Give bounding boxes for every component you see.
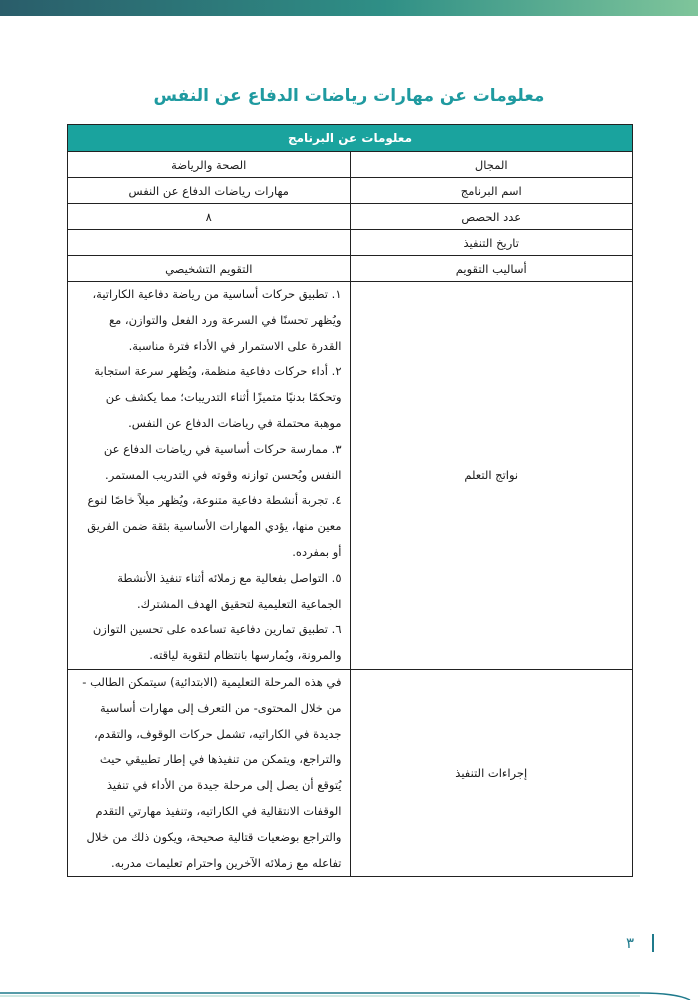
assessment-label: أساليب التقويم xyxy=(350,256,633,282)
assessment-value: التقويم التشخيصي xyxy=(68,256,351,282)
sessions-value: ٨ xyxy=(68,204,351,230)
program-name-label: اسم البرنامج xyxy=(350,178,633,204)
page-number-separator xyxy=(652,934,654,952)
field-value: الصحة والرياضة xyxy=(68,152,351,178)
table-row xyxy=(68,204,633,230)
procedures-text: في هذه المرحلة التعليمية (الابتدائية) سيتمكن الطالب - من خلال المحتوى- من التعرف إلى مهارات أساسية جديدة في الكاراتيه، تشمل حركات الوقوف، والتقدم، والتراجع، ويتمكن من تنفيذها في إطار تطبيقي حيث يُتوقع أن يصل إلى مرحلة جيدة من الأداء في تنفيذ الوقفات الانتقالية في الكاراتيه، وتنفيذ مهارتي التقدم والتراجع بوضعيات قتالية صحيحة، ويكون ذلك من خلال تفاعله مع زملائه الآخرين واحترام تعليمات مدربه. xyxy=(68,669,351,876)
page-title: معلومات عن مهارات رياضات الدفاع عن النفس xyxy=(153,86,545,106)
list-item: ٥. التواصل بفعالية مع زملائه أثناء تنفيذ الأنشطة الجماعية التعليمية لتحقيق الهدف المشترك. xyxy=(117,570,342,611)
program-info-table xyxy=(67,124,633,877)
list-item: ٦. تطبيق تمارين دفاعية تساعده على تحسين التوازن والمرونة، ويُمارسها بانتظام لتقوية لياقته. xyxy=(92,622,342,663)
outcomes-list xyxy=(68,282,351,670)
field-label: المجال xyxy=(350,152,633,178)
table-row xyxy=(68,178,633,204)
table-row xyxy=(68,669,633,876)
table-row xyxy=(68,152,633,178)
program-name-value: مهارات رياضات الدفاع عن النفس xyxy=(68,178,351,204)
bottom-decorative-curve xyxy=(0,975,698,1000)
page-number: ٣ xyxy=(626,934,635,952)
top-decorative-bar xyxy=(0,0,698,16)
list-item: ١. تطبيق حركات أساسية من رياضة دفاعية الكاراتية، ويُظهر تحسنًا في السرعة ورد الفعل والتوازن، مع القدرة على الاستمرار في الأداء فترة مناسبة. xyxy=(92,287,342,353)
list-item: ٣. ممارسة حركات أساسية في رياضات الدفاع عن النفس ويُحسن توازنه وقوته في التدريب المستمر. xyxy=(103,441,342,482)
outcomes-label: نواتج التعلم xyxy=(350,282,633,670)
procedures-label: إجراءات التنفيذ xyxy=(350,669,633,876)
table-row xyxy=(68,256,633,282)
table-row xyxy=(68,230,633,256)
table-header: معلومات عن البرنامج xyxy=(68,125,633,152)
table-row xyxy=(68,282,633,670)
sessions-label: عدد الحصص xyxy=(350,204,633,230)
list-item: ٤. تجربة أنشطة دفاعية متنوعة، ويُظهر ميلاً خاصًا لنوع معين منها، يؤدي المهارات الأساسية بثقة ضمن الفريق أو بمفرده. xyxy=(87,493,342,559)
date-value xyxy=(68,230,351,256)
list-item: ٢. أداء حركات دفاعية منظمة، ويُظهر سرعة استجابة وتحكمًا بدنيًا متميزًا أثناء التدريبات؛ مما يكشف عن موهبة محتملة في رياضات الدفاع عن النفس. xyxy=(94,364,342,430)
date-label: تاريخ التنفيذ xyxy=(350,230,633,256)
